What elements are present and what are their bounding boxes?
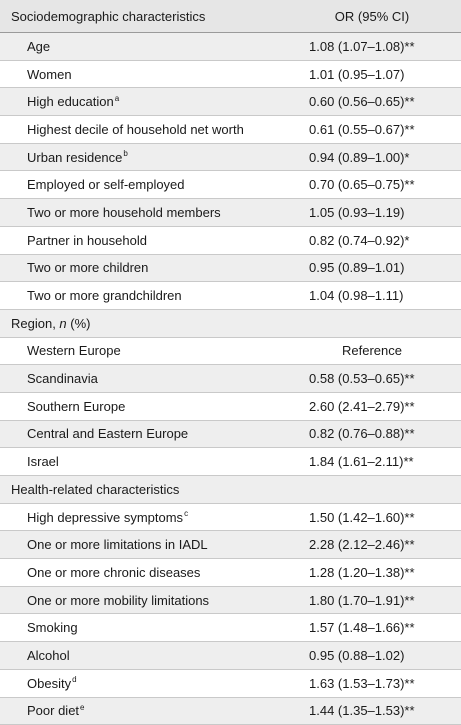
row-label-text: Age	[27, 39, 50, 54]
row-label-text: Smoking	[27, 620, 78, 635]
table-row	[0, 559, 461, 587]
row-value: 1.04 (0.98–1.11)	[309, 288, 461, 303]
section-header-region	[0, 310, 461, 338]
table-row	[0, 33, 461, 61]
table-row	[0, 448, 461, 476]
row-value: Reference	[299, 343, 461, 358]
table-row	[0, 61, 461, 89]
row-label-text: One or more chronic diseases	[27, 565, 200, 580]
row-label	[0, 94, 309, 109]
row-label-text: Employed or self-employed	[27, 177, 185, 192]
row-label	[0, 67, 309, 82]
row-label-text: Highest decile of household net worth	[27, 122, 244, 137]
row-value: 2.28 (2.12–2.46)**	[309, 537, 461, 552]
table-row	[0, 255, 461, 283]
table-row	[0, 144, 461, 172]
row-label-text: One or more mobility limitations	[27, 593, 209, 608]
row-value: 1.84 (1.61–2.11)**	[309, 454, 461, 469]
row-value: 1.28 (1.20–1.38)**	[309, 565, 461, 580]
row-label: Western Europe	[0, 343, 299, 358]
row-value: 0.94 (0.89–1.00)*	[309, 150, 461, 165]
table-row	[0, 199, 461, 227]
row-label	[0, 510, 309, 525]
header-or-ci: OR (95% CI)	[299, 9, 461, 24]
row-value: 0.60 (0.56–0.65)**	[309, 94, 461, 109]
row-label-text: Two or more children	[27, 260, 148, 275]
row-value: 1.50 (1.42–1.60)**	[309, 510, 461, 525]
footnote-marker: c	[184, 509, 188, 518]
row-value: 0.58 (0.53–0.65)**	[309, 371, 461, 386]
row-label	[0, 233, 309, 248]
row-label-text: High education	[27, 94, 114, 109]
section-label	[0, 316, 309, 331]
table-row	[0, 365, 461, 393]
table-row	[0, 116, 461, 144]
row-label-text: Two or more grandchildren	[27, 288, 182, 303]
row-label	[0, 648, 309, 663]
row-label-text: Partner in household	[27, 233, 147, 248]
row-label	[0, 676, 309, 691]
row-label	[0, 122, 309, 137]
table-row	[0, 587, 461, 615]
row-label	[0, 288, 309, 303]
footnote-marker: d	[72, 675, 76, 684]
row-value: 0.61 (0.55–0.67)**	[309, 122, 461, 137]
row-label-text: Two or more household members	[27, 205, 221, 220]
row-label-text: High depressive symptoms	[27, 510, 183, 525]
row-label	[0, 620, 309, 635]
row-label: Scandinavia	[0, 371, 309, 386]
row-label-text: One or more limitations in IADL	[27, 537, 208, 552]
row-label: Central and Eastern Europe	[0, 426, 309, 441]
row-label: Israel	[0, 454, 309, 469]
table-row	[0, 338, 461, 366]
row-label-text: Urban residence	[27, 150, 122, 165]
section-label-italic: n	[59, 316, 66, 331]
row-label-text: Women	[27, 67, 72, 82]
table-row	[0, 227, 461, 255]
section-header-health	[0, 476, 461, 504]
row-value: 0.95 (0.89–1.01)	[309, 260, 461, 275]
row-label: Southern Europe	[0, 399, 309, 414]
header-characteristics: Sociodemographic characteristics	[0, 9, 299, 24]
row-value: 1.57 (1.48–1.66)**	[309, 620, 461, 635]
table-row	[0, 642, 461, 670]
row-label	[0, 177, 309, 192]
row-value: 1.80 (1.70–1.91)**	[309, 593, 461, 608]
row-label-text: Obesity	[27, 676, 71, 691]
row-value: 1.01 (0.95–1.07)	[309, 67, 461, 82]
table-row	[0, 698, 461, 725]
row-label-text: Poor diet	[27, 703, 79, 718]
table-row	[0, 421, 461, 449]
section-label: Health-related characteristics	[0, 482, 309, 497]
section-label-suffix: (%)	[67, 316, 91, 331]
table-row	[0, 171, 461, 199]
row-label	[0, 39, 309, 54]
row-label	[0, 205, 309, 220]
table-row	[0, 614, 461, 642]
table-header-row	[0, 0, 461, 33]
table-row	[0, 88, 461, 116]
row-label	[0, 565, 309, 580]
row-value: 0.95 (0.88–1.02)	[309, 648, 461, 663]
footnote-marker: e	[80, 703, 84, 712]
row-label	[0, 703, 309, 718]
row-label	[0, 537, 309, 552]
row-value: 2.60 (2.41–2.79)**	[309, 399, 461, 414]
row-value: 1.44 (1.35–1.53)**	[309, 703, 461, 718]
row-value: 0.82 (0.74–0.92)*	[309, 233, 461, 248]
table-row	[0, 531, 461, 559]
table-row	[0, 504, 461, 532]
row-label	[0, 593, 309, 608]
footnote-marker: a	[115, 94, 119, 103]
row-label	[0, 150, 309, 165]
row-value: 1.63 (1.53–1.73)**	[309, 676, 461, 691]
footnote-marker: b	[123, 149, 127, 158]
row-value: 0.82 (0.76–0.88)**	[309, 426, 461, 441]
section-label-prefix: Region,	[11, 316, 59, 331]
table-row	[0, 393, 461, 421]
row-value: 1.08 (1.07–1.08)**	[309, 39, 461, 54]
table-row	[0, 282, 461, 310]
row-value: 0.70 (0.65–0.75)**	[309, 177, 461, 192]
row-value: 1.05 (0.93–1.19)	[309, 205, 461, 220]
row-label	[0, 260, 309, 275]
table-row	[0, 670, 461, 698]
row-label-text: Alcohol	[27, 648, 70, 663]
